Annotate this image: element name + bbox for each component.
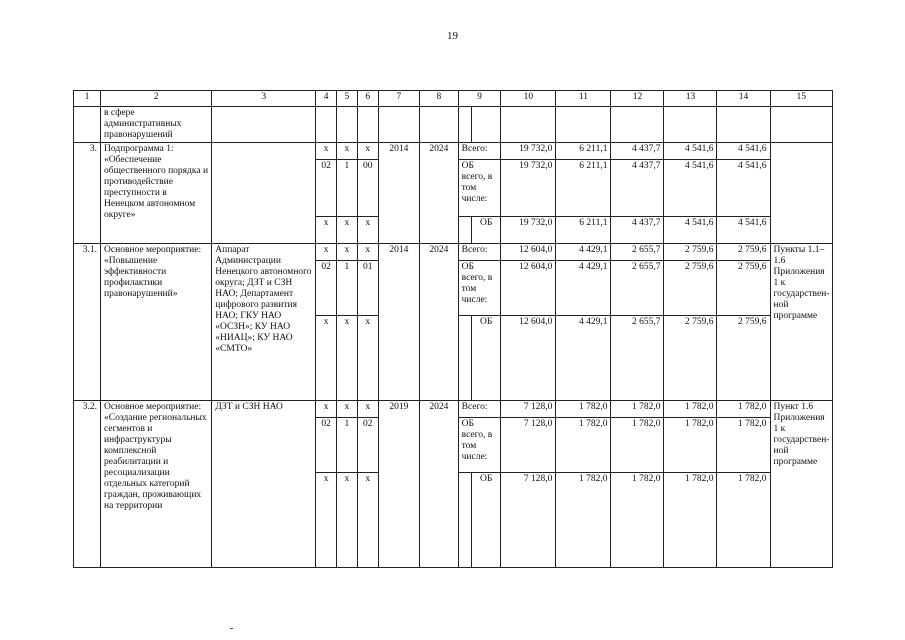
- code-cell: 01: [357, 261, 378, 316]
- row-executor: ДЗТ и СЗН НАО: [212, 401, 316, 568]
- table-row: [74, 401, 833, 418]
- value-cell: 2 759,6: [664, 316, 717, 401]
- header-cell: 15: [770, 91, 833, 107]
- row-name: Основное мероприятие: «Повышение эффективности профилактики правонарушений»: [101, 244, 212, 401]
- value-cell: 1 782,0: [611, 418, 664, 473]
- code-cell: 1: [337, 418, 358, 473]
- value-cell: 4 541,6: [664, 143, 717, 160]
- value-cell: 4 541,6: [717, 143, 770, 160]
- year-end: 2024: [420, 401, 458, 568]
- source-spacer: [458, 473, 472, 568]
- code-cell: х: [337, 316, 358, 401]
- header-cell: 12: [611, 91, 664, 107]
- row-executor: [212, 143, 316, 244]
- code-cell: х: [337, 244, 358, 261]
- value-cell: 19 732,0: [501, 160, 556, 217]
- value-cell: 1 782,0: [611, 473, 664, 568]
- value-cell: 2 759,6: [664, 261, 717, 316]
- header-cell: 14: [717, 91, 770, 107]
- value-cell: 6 211,1: [556, 143, 611, 160]
- row-name: в сфере административных правонарушений: [101, 107, 212, 143]
- header-cell: 10: [501, 91, 556, 107]
- code-cell: 02: [316, 261, 337, 316]
- value-cell: 7 128,0: [501, 473, 556, 568]
- row-note: Пункт 1.6 Приложения 1 к государствен-ной программе: [770, 401, 833, 568]
- value-cell: 4 437,7: [611, 143, 664, 160]
- value-cell: 4 429,1: [556, 244, 611, 261]
- value-cell: 4 437,7: [611, 160, 664, 217]
- value-cell: 6 211,1: [556, 217, 611, 244]
- header-cell: 7: [378, 91, 420, 107]
- value-cell: 19 732,0: [501, 217, 556, 244]
- row-name: Основное мероприятие: «Создание региональных сегментов и инфраструктуры комплексной реабилитации и ресоциализации отдельных категорий граждан, проживающих на территории: [101, 401, 212, 568]
- header-cell: 4: [316, 91, 337, 107]
- source-label: ОБ всего, в том числе:: [458, 418, 501, 473]
- code-cell: 1: [337, 261, 358, 316]
- header-cell: 8: [420, 91, 458, 107]
- table-row: [74, 244, 833, 261]
- header-row: [74, 91, 833, 107]
- year-end: 2024: [420, 244, 458, 401]
- code-cell: х: [316, 217, 337, 244]
- value-cell: 12 604,0: [501, 261, 556, 316]
- value-cell: 1 782,0: [556, 418, 611, 473]
- value-cell: 12 604,0: [501, 244, 556, 261]
- source-label: Всего:: [458, 143, 501, 160]
- value-cell: 2 655,7: [611, 244, 664, 261]
- source-label: Всего:: [458, 401, 501, 418]
- code-cell: х: [357, 401, 378, 418]
- header-cell: 11: [556, 91, 611, 107]
- code-cell: х: [316, 401, 337, 418]
- continuation-row: [74, 107, 833, 143]
- header-cell: 9: [458, 91, 501, 107]
- value-cell: 1 782,0: [556, 401, 611, 418]
- value-cell: 4 541,6: [664, 217, 717, 244]
- code-cell: х: [357, 143, 378, 160]
- year-end: 2024: [420, 143, 458, 244]
- value-cell: 12 604,0: [501, 316, 556, 401]
- table-row: [74, 143, 833, 160]
- source-label: ОБ всего, в том числе:: [458, 160, 501, 217]
- row-number: 3.: [74, 143, 101, 244]
- value-cell: 4 437,7: [611, 217, 664, 244]
- code-cell: 02: [316, 160, 337, 217]
- value-cell: 4 541,6: [717, 160, 770, 217]
- code-cell: 00: [357, 160, 378, 217]
- value-cell: 2 759,6: [717, 316, 770, 401]
- value-cell: 2 759,6: [664, 244, 717, 261]
- code-cell: х: [337, 143, 358, 160]
- value-cell: 1 782,0: [664, 418, 717, 473]
- source-label: ОБ: [472, 217, 501, 244]
- source-label: ОБ всего, в том числе:: [458, 261, 501, 316]
- code-cell: 02: [357, 418, 378, 473]
- value-cell: 1 782,0: [664, 401, 717, 418]
- value-cell: 4 429,1: [556, 261, 611, 316]
- row-name: Подпрограмма 1: «Обеспечение общественного порядка и противодействие преступности в Ненецком автономном округе»: [101, 143, 212, 244]
- header-cell: 5: [337, 91, 358, 107]
- code-cell: х: [357, 217, 378, 244]
- value-cell: 4 429,1: [556, 316, 611, 401]
- code-cell: х: [357, 244, 378, 261]
- code-cell: х: [337, 217, 358, 244]
- row-number: [74, 107, 101, 143]
- code-cell: х: [337, 473, 358, 568]
- code-cell: х: [316, 316, 337, 401]
- value-cell: 1 782,0: [717, 418, 770, 473]
- year-start: 2019: [378, 401, 420, 568]
- code-cell: х: [316, 244, 337, 261]
- value-cell: 7 128,0: [501, 401, 556, 418]
- source-label: Всего:: [458, 244, 501, 261]
- value-cell: 1 782,0: [611, 401, 664, 418]
- value-cell: 1 782,0: [556, 473, 611, 568]
- value-cell: 2 655,7: [611, 316, 664, 401]
- source-spacer: [458, 316, 472, 401]
- source-label: ОБ: [472, 473, 501, 568]
- value-cell: 2 655,7: [611, 261, 664, 316]
- scan-mark: [230, 628, 233, 629]
- year-start: 2014: [378, 143, 420, 244]
- value-cell: 7 128,0: [501, 418, 556, 473]
- row-note: [770, 143, 833, 244]
- code-cell: 02: [316, 418, 337, 473]
- value-cell: 2 759,6: [717, 244, 770, 261]
- code-cell: х: [316, 473, 337, 568]
- value-cell: 4 541,6: [664, 160, 717, 217]
- header-cell: 13: [664, 91, 717, 107]
- header-cell: 1: [74, 91, 101, 107]
- value-cell: 1 782,0: [717, 401, 770, 418]
- header-cell: 2: [101, 91, 212, 107]
- program-table: [73, 90, 833, 568]
- year-start: 2014: [378, 244, 420, 401]
- row-number: 3.2.: [74, 401, 101, 568]
- source-spacer: [458, 217, 472, 244]
- value-cell: 19 732,0: [501, 143, 556, 160]
- code-cell: х: [357, 473, 378, 568]
- header-cell: 3: [212, 91, 316, 107]
- row-note: Пункты 1.1–1.6 Приложения 1 к государствен-ной программе: [770, 244, 833, 401]
- value-cell: 1 782,0: [717, 473, 770, 568]
- code-cell: х: [357, 316, 378, 401]
- header-cell: 6: [357, 91, 378, 107]
- value-cell: 4 541,6: [717, 217, 770, 244]
- row-executor: Аппарат Администрации Ненецкого автономного округа; ДЗТ и СЗН НАО; Департамент цифрового развития НАО; ГКУ НАО «ОСЗН»; КУ НАО «НИАЦ»; КУ НАО «СМТО»: [212, 244, 316, 401]
- value-cell: 1 782,0: [664, 473, 717, 568]
- source-label: ОБ: [472, 316, 501, 401]
- code-cell: 1: [337, 160, 358, 217]
- value-cell: 6 211,1: [556, 160, 611, 217]
- code-cell: х: [337, 401, 358, 418]
- page-number: 19: [447, 30, 458, 42]
- value-cell: 2 759,6: [717, 261, 770, 316]
- code-cell: х: [316, 143, 337, 160]
- row-number: 3.1.: [74, 244, 101, 401]
